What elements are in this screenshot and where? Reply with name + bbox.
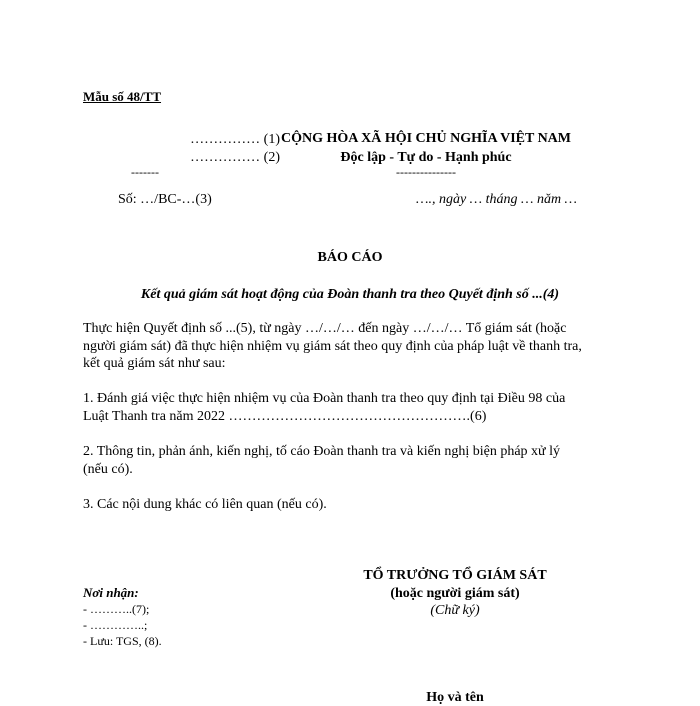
report-subtitle: Kết quả giám sát hoạt động của Đoàn thanh tra theo Quyết định số ...(4) [140, 287, 560, 302]
date-line: …., ngày … tháng … năm … [416, 192, 578, 207]
signature-title: TỔ TRƯỞNG TỔ GIÁM SÁT [363, 568, 547, 583]
document-number: Số: …/BC-…(3) [118, 192, 212, 207]
right-divider: --------------- [396, 165, 456, 179]
recipients-heading: Nơi nhận: [83, 585, 139, 600]
recipient-1: - ………..(7); [83, 602, 150, 616]
signature-note: (Chữ ký) [430, 603, 480, 618]
form-number: Mẫu số 48/TT [83, 89, 162, 104]
item-2-line-2: (nếu có). [83, 462, 133, 477]
report-title: BÁO CÁO [317, 250, 383, 265]
agency-line-2: …………… (2) [190, 150, 280, 165]
item-2-line-1: 2. Thông tin, phản ánh, kiến nghị, tố cáo Đoàn thanh tra và kiến nghị biện pháp xử lý [83, 444, 561, 459]
country-name: CỘNG HÒA XÃ HỘI CHỦ NGHĨA VIỆT NAM [280, 131, 571, 146]
recipient-archive: - Lưu: TGS, (8). [83, 634, 162, 648]
intro-line-3: kết quả giám sát như sau: [83, 356, 226, 371]
recipient-2: - …………..; [83, 618, 148, 632]
item-1-line-1: 1. Đánh giá việc thực hiện nhiệm vụ của Đoàn thanh tra theo quy định tại Điều 98 của [83, 391, 566, 406]
national-motto: Độc lập - Tự do - Hạnh phúc [340, 150, 512, 165]
intro-line-1: Thực hiện Quyết định số ...(5), từ ngày …/…/… đến ngày …/…/… Tổ giám sát (hoặc [83, 321, 567, 336]
signer-name: Họ và tên [426, 690, 484, 705]
intro-line-2: người giám sát) đã thực hiện nhiệm vụ giám sát theo quy định của pháp luật về thanh tra, [83, 339, 582, 354]
left-divider: ------- [131, 165, 159, 179]
agency-line-1: …………… (1) [190, 132, 280, 147]
item-3: 3. Các nội dung khác có liên quan (nếu có). [83, 497, 327, 512]
signature-alt: (hoặc người giám sát) [390, 586, 520, 601]
item-1-line-2: Luật Thanh tra năm 2022 …………………………………………….(6) [83, 409, 487, 424]
